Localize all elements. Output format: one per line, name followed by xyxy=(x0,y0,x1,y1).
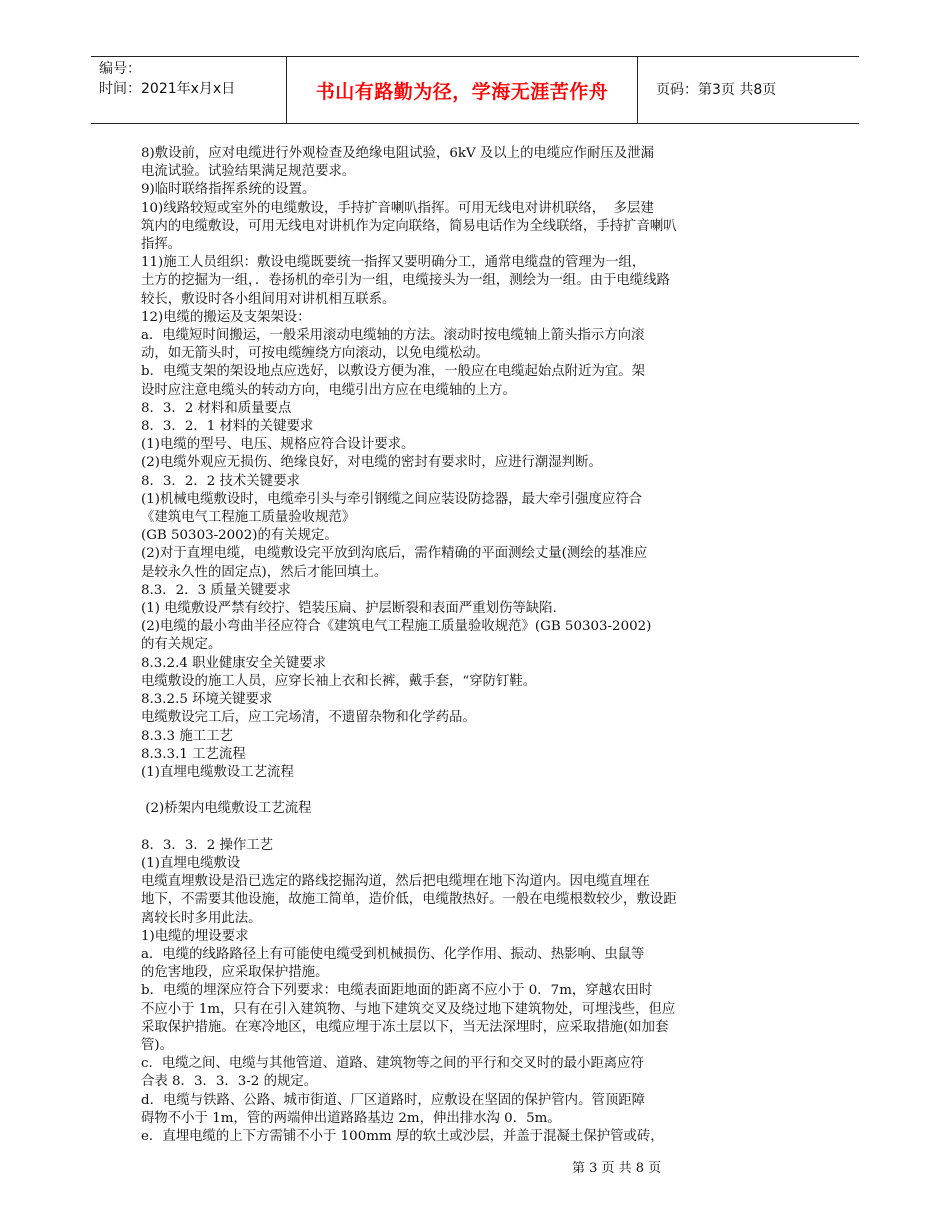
text-line: 不应小于 1m，只有在引入建筑物、与地下建筑交叉及绕过地下建筑物处，可埋浅些，但应 xyxy=(141,1001,676,1017)
text-line: 8．3．2．2 技术关键要求 xyxy=(141,473,300,489)
text-line: 8．3．3．2 操作工艺 xyxy=(141,837,274,853)
text-line: 动，如无箭头时，可按电缆缠绕方向滚动，以免电缆松动。 xyxy=(141,346,490,362)
header-motto: 书山有路勤为径，学海无涯苦作舟 xyxy=(315,80,609,103)
text-line: 电缆敷设完工后，应工完场清，不遗留杂物和化学药品。 xyxy=(141,710,476,726)
text-line: (2)对于直埋电缆，电缆敷设完平放到沟底后，需作精确的平面测绘丈量(测绘的基准应 xyxy=(141,546,648,562)
text-line: 12)电缆的搬运及支架架设： xyxy=(141,309,311,325)
text-line: 11)施工人员组织：敷设电缆既要统一指挥又要明确分工，通常电缆盘的管理为一组， xyxy=(141,255,646,271)
text-line: (1) 电缆敷设严禁有绞拧、铠装压扁、护层断裂和表面严重划伤等缺陷. xyxy=(141,601,557,617)
document-number-label: 编号： xyxy=(99,61,141,77)
header-motto-cell xyxy=(286,57,638,123)
text-line: 电缆直埋敷设是沿已选定的路线挖掘沟道，然后把电缆埋在地下沟道内。因电缆直埋在 xyxy=(141,874,650,890)
text-line: (1)机械电缆敷设时，电缆牵引头与牵引钢缆之间应装设防捻器，最大牵引强度应符合 xyxy=(141,491,643,507)
text-line: 8.3.2.5 环境关键要求 xyxy=(141,692,273,708)
text-line: 电缆敷设的施工人员，应穿长袖上衣和长裤，戴手套，“穿防钉鞋。 xyxy=(141,673,537,689)
text-line: 地下，不需要其他设施，故施工简单，造价低，电缆散热好。一般在电缆根数较少，敷设距 xyxy=(141,892,677,908)
text-line: 筑内的电缆敷设，可用无线电对讲机作为定向联络，简易电话作为全线联络，手持扩音喇叭 xyxy=(141,218,677,234)
text-line: (1)直埋电缆敷设 xyxy=(141,855,241,871)
text-line xyxy=(141,819,781,837)
text-line: 指挥。 xyxy=(141,237,182,253)
page-footer: 第 3 页 共 8 页 xyxy=(572,1161,662,1176)
text-line: (2)电缆外观应无损伤、绝缘良好，对电缆的密封有要求时，应进行潮湿判断。 xyxy=(141,455,602,471)
text-line: 8.3．2．3 质量关键要求 xyxy=(141,582,291,598)
text-line: 的危害地段，应采取保护措施。 xyxy=(141,965,329,981)
text-line: 碍物不小于 1m，管的两端伸出道路路基边 2m，伸出排水沟 0．5m。 xyxy=(141,1110,561,1126)
text-line: (GB 50303-2002)的有关规定。 xyxy=(141,528,338,544)
text-line: e．直埋电缆的上下方需铺不小于 100mm 厚的软土或沙层，并盖于混凝土保护管或砖， xyxy=(141,1128,664,1144)
text-line: d．电缆与铁路、公路、城市街道、厂区道路时，应敷设在坚固的保护管内。管顶距障 xyxy=(141,1092,646,1108)
document-time-label: 时间：2021年x月x日 xyxy=(99,81,236,97)
text-line: c．电缆之间、电缆与其他管道、道路、建筑物等之间的平行和交叉时的最小距离应符 xyxy=(141,1056,644,1072)
text-line: 电流试验。试验结果满足规范要求。 xyxy=(141,164,356,180)
text-line: 10)线路较短或室外的电缆敷设，手持扩音喇叭指挥。可用无线电对讲机联络， 多层建 xyxy=(141,200,654,216)
text-line: 《建筑电气工程施工质量验收规范》 xyxy=(141,510,356,526)
text-line: (2)桥架内电缆敷设工艺流程 xyxy=(141,801,312,817)
text-line xyxy=(141,782,781,800)
document-body xyxy=(141,145,781,1146)
text-line: 土方的挖掘为一组，．卷扬机的牵引为一组，电缆接头为一组，测绘为一组。由于电缆线路 xyxy=(141,273,670,289)
text-line: 8.3.3 施工工艺 xyxy=(141,728,233,744)
text-line: 合表 8．3．3．3-2 的规定。 xyxy=(141,1074,318,1090)
text-line: 设时应注意电缆头的转动方向，电缆引出方应在电缆轴的上方。 xyxy=(141,382,516,398)
header-page-label: 页码：第3页 共8页 xyxy=(656,82,777,98)
text-line: 8.3.3.1 工艺流程 xyxy=(141,746,246,762)
text-line: 8．3．2．1 材料的关键要求 xyxy=(141,419,314,435)
text-line: (2)电缆的最小弯曲半径应符合《建筑电气工程施工质量验收规范》(GB 50303-2002) xyxy=(141,619,652,635)
text-line: b．电缆支架的架设地点应选好，以敷设方便为准，一般应在电缆起始点附近为宜。架 xyxy=(141,364,646,380)
text-line: a．电缆的线路路径上有可能使电缆受到机械损伤、化学作用、振动、热影响、虫鼠等 xyxy=(141,946,645,962)
text-line: 8)敷设前，应对电缆进行外观检查及绝缘电阻试验，6kV 及以上的电缆应作耐压及泄漏 xyxy=(141,146,654,161)
text-line: 8.3.2.4 职业健康安全关键要求 xyxy=(141,655,327,671)
text-line: 8．3．2 材料和质量要点 xyxy=(141,400,292,416)
text-line: (1)直埋电缆敷设工艺流程 xyxy=(141,764,294,780)
text-line: 是较永久性的固定点)，然后才能回填土。 xyxy=(141,564,388,580)
text-line: (1)电缆的型号、电压、规格应符合设计要求。 xyxy=(141,437,415,453)
header-meta xyxy=(99,59,235,99)
text-line: 较长，敷设时各小组间用对讲机相互联系。 xyxy=(141,291,396,307)
text-line: 管)。 xyxy=(141,1037,174,1053)
text-line: 采取保护措施。在寒冷地区，电缆应埋于冻土层以下，当无法深埋时，应采取措施(如加套 xyxy=(141,1019,669,1035)
text-line: 离较长时多用此法。 xyxy=(141,910,262,926)
text-line: b．电缆的埋深应符合下列要求：电缆表面距地面的距离不应小于 0．7m，穿越农田时 xyxy=(141,983,653,999)
text-line: 9)临时联络指挥系统的设置。 xyxy=(141,182,316,198)
text-line: a．电缆短时间搬运，一般采用滚动电缆轴的方法。滚动时按电缆轴上箭头指示方向滚 xyxy=(141,328,645,344)
text-line: 的有关规定。 xyxy=(141,637,222,653)
page-header xyxy=(91,56,859,124)
text-line: 1)电缆的埋设要求 xyxy=(141,928,249,944)
